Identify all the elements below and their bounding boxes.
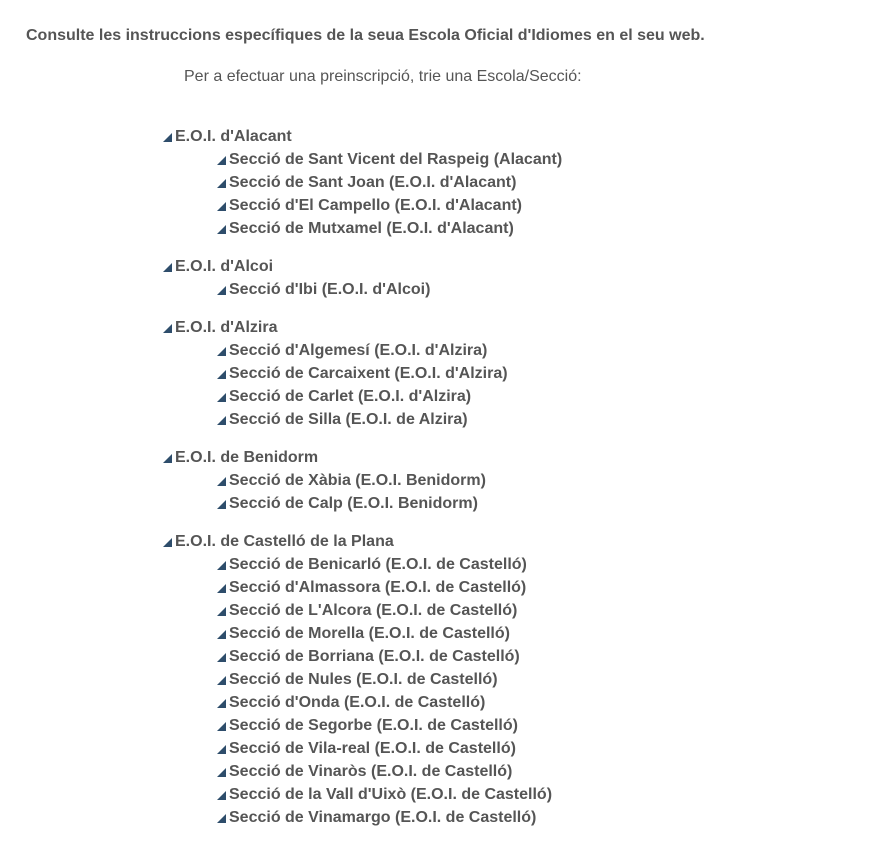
- section-label[interactable]: Secció d'Onda (E.O.I. de Castelló): [229, 694, 486, 711]
- expanded-triangle-icon[interactable]: [163, 133, 172, 142]
- section-item[interactable]: [163, 691, 863, 714]
- instructions-notice: Consulte les instruccions específiques de la seua Escola Oficial d'Idiomes en el seu web.: [26, 27, 705, 44]
- section-label[interactable]: Secció de Silla (E.O.I. de Alzira): [229, 411, 468, 428]
- expanded-triangle-icon[interactable]: [217, 607, 226, 616]
- school-label[interactable]: E.O.I. d'Alcoi: [175, 258, 274, 275]
- section-label[interactable]: Secció d'El Campello (E.O.I. d'Alacant): [229, 197, 523, 214]
- section-item[interactable]: [163, 171, 863, 194]
- expanded-triangle-icon[interactable]: [217, 791, 226, 800]
- section-label[interactable]: Secció de Vinaròs (E.O.I. de Castelló): [229, 763, 513, 780]
- expanded-triangle-icon[interactable]: [217, 477, 226, 486]
- section-label[interactable]: Secció de Segorbe (E.O.I. de Castelló): [229, 717, 518, 734]
- section-item[interactable]: [163, 278, 863, 301]
- school-group: [163, 316, 863, 431]
- section-item[interactable]: [163, 576, 863, 599]
- expanded-triangle-icon[interactable]: [217, 393, 226, 402]
- expanded-triangle-icon[interactable]: [217, 630, 226, 639]
- section-label[interactable]: Secció de Vila-real (E.O.I. de Castelló): [229, 740, 516, 757]
- section-item[interactable]: [163, 668, 863, 691]
- school-label[interactable]: E.O.I. d'Alacant: [175, 128, 292, 145]
- expanded-triangle-icon[interactable]: [217, 722, 226, 731]
- school-group: [163, 446, 863, 515]
- school-group: [163, 125, 863, 240]
- school-group: [163, 255, 863, 301]
- section-item[interactable]: [163, 760, 863, 783]
- expanded-triangle-icon[interactable]: [217, 676, 226, 685]
- section-label[interactable]: Secció d'Algemesí (E.O.I. d'Alzira): [229, 342, 488, 359]
- expanded-triangle-icon[interactable]: [163, 263, 172, 272]
- school-item[interactable]: [163, 255, 863, 278]
- section-label[interactable]: Secció de Borriana (E.O.I. de Castelló): [229, 648, 520, 665]
- section-item[interactable]: [163, 737, 863, 760]
- school-item[interactable]: [163, 125, 863, 148]
- school-label[interactable]: E.O.I. de Benidorm: [175, 449, 319, 466]
- section-item[interactable]: [163, 362, 863, 385]
- expanded-triangle-icon[interactable]: [163, 538, 172, 547]
- section-label[interactable]: Secció d'Almassora (E.O.I. de Castelló): [229, 579, 527, 596]
- school-item[interactable]: [163, 446, 863, 469]
- school-item[interactable]: [163, 316, 863, 339]
- expanded-triangle-icon[interactable]: [217, 699, 226, 708]
- expanded-triangle-icon[interactable]: [217, 225, 226, 234]
- school-tree: [163, 125, 863, 844]
- section-item[interactable]: [163, 599, 863, 622]
- section-label[interactable]: Secció de Sant Joan (E.O.I. d'Alacant): [229, 174, 517, 191]
- expanded-triangle-icon[interactable]: [217, 653, 226, 662]
- section-item[interactable]: [163, 492, 863, 515]
- section-label[interactable]: Secció de Morella (E.O.I. de Castelló): [229, 625, 510, 642]
- school-group: [163, 530, 863, 829]
- school-label[interactable]: E.O.I. de Castelló de la Plana: [175, 533, 394, 550]
- school-item[interactable]: [163, 530, 863, 553]
- expanded-triangle-icon[interactable]: [217, 156, 226, 165]
- section-item[interactable]: [163, 553, 863, 576]
- section-item[interactable]: [163, 783, 863, 806]
- expanded-triangle-icon[interactable]: [217, 745, 226, 754]
- expanded-triangle-icon[interactable]: [217, 768, 226, 777]
- section-label[interactable]: Secció de Calp (E.O.I. Benidorm): [229, 495, 478, 512]
- section-label[interactable]: Secció de Vinamargo (E.O.I. de Castelló): [229, 809, 537, 826]
- expanded-triangle-icon[interactable]: [217, 179, 226, 188]
- expanded-triangle-icon[interactable]: [163, 454, 172, 463]
- section-item[interactable]: [163, 469, 863, 492]
- school-label[interactable]: E.O.I. d'Alzira: [175, 319, 278, 336]
- section-item[interactable]: [163, 339, 863, 362]
- section-label[interactable]: Secció de Benicarló (E.O.I. de Castelló): [229, 556, 527, 573]
- section-label[interactable]: Secció de Nules (E.O.I. de Castelló): [229, 671, 498, 688]
- section-item[interactable]: [163, 806, 863, 829]
- section-label[interactable]: Secció de Mutxamel (E.O.I. d'Alacant): [229, 220, 514, 237]
- section-item[interactable]: [163, 217, 863, 240]
- section-item[interactable]: [163, 622, 863, 645]
- section-label[interactable]: Secció d'Ibi (E.O.I. d'Alcoi): [229, 281, 431, 298]
- section-label[interactable]: Secció de Xàbia (E.O.I. Benidorm): [229, 472, 486, 489]
- expanded-triangle-icon[interactable]: [217, 814, 226, 823]
- section-label[interactable]: Secció de Carcaixent (E.O.I. d'Alzira): [229, 365, 508, 382]
- section-item[interactable]: [163, 408, 863, 431]
- section-item[interactable]: [163, 385, 863, 408]
- selection-prompt: Per a efectuar una preinscripció, trie una Escola/Secció:: [184, 68, 582, 85]
- section-item[interactable]: [163, 148, 863, 171]
- section-item[interactable]: [163, 645, 863, 668]
- section-label[interactable]: Secció de la Vall d'Uixò (E.O.I. de Castelló): [229, 786, 553, 803]
- expanded-triangle-icon[interactable]: [163, 324, 172, 333]
- expanded-triangle-icon[interactable]: [217, 561, 226, 570]
- expanded-triangle-icon[interactable]: [217, 416, 226, 425]
- expanded-triangle-icon[interactable]: [217, 500, 226, 509]
- expanded-triangle-icon[interactable]: [217, 286, 226, 295]
- expanded-triangle-icon[interactable]: [217, 370, 226, 379]
- expanded-triangle-icon[interactable]: [217, 202, 226, 211]
- section-item[interactable]: [163, 194, 863, 217]
- expanded-triangle-icon[interactable]: [217, 347, 226, 356]
- section-item[interactable]: [163, 714, 863, 737]
- section-label[interactable]: Secció de L'Alcora (E.O.I. de Castelló): [229, 602, 518, 619]
- section-label[interactable]: Secció de Carlet (E.O.I. d'Alzira): [229, 388, 472, 405]
- section-label[interactable]: Secció de Sant Vicent del Raspeig (Alacant): [229, 151, 563, 168]
- expanded-triangle-icon[interactable]: [217, 584, 226, 593]
